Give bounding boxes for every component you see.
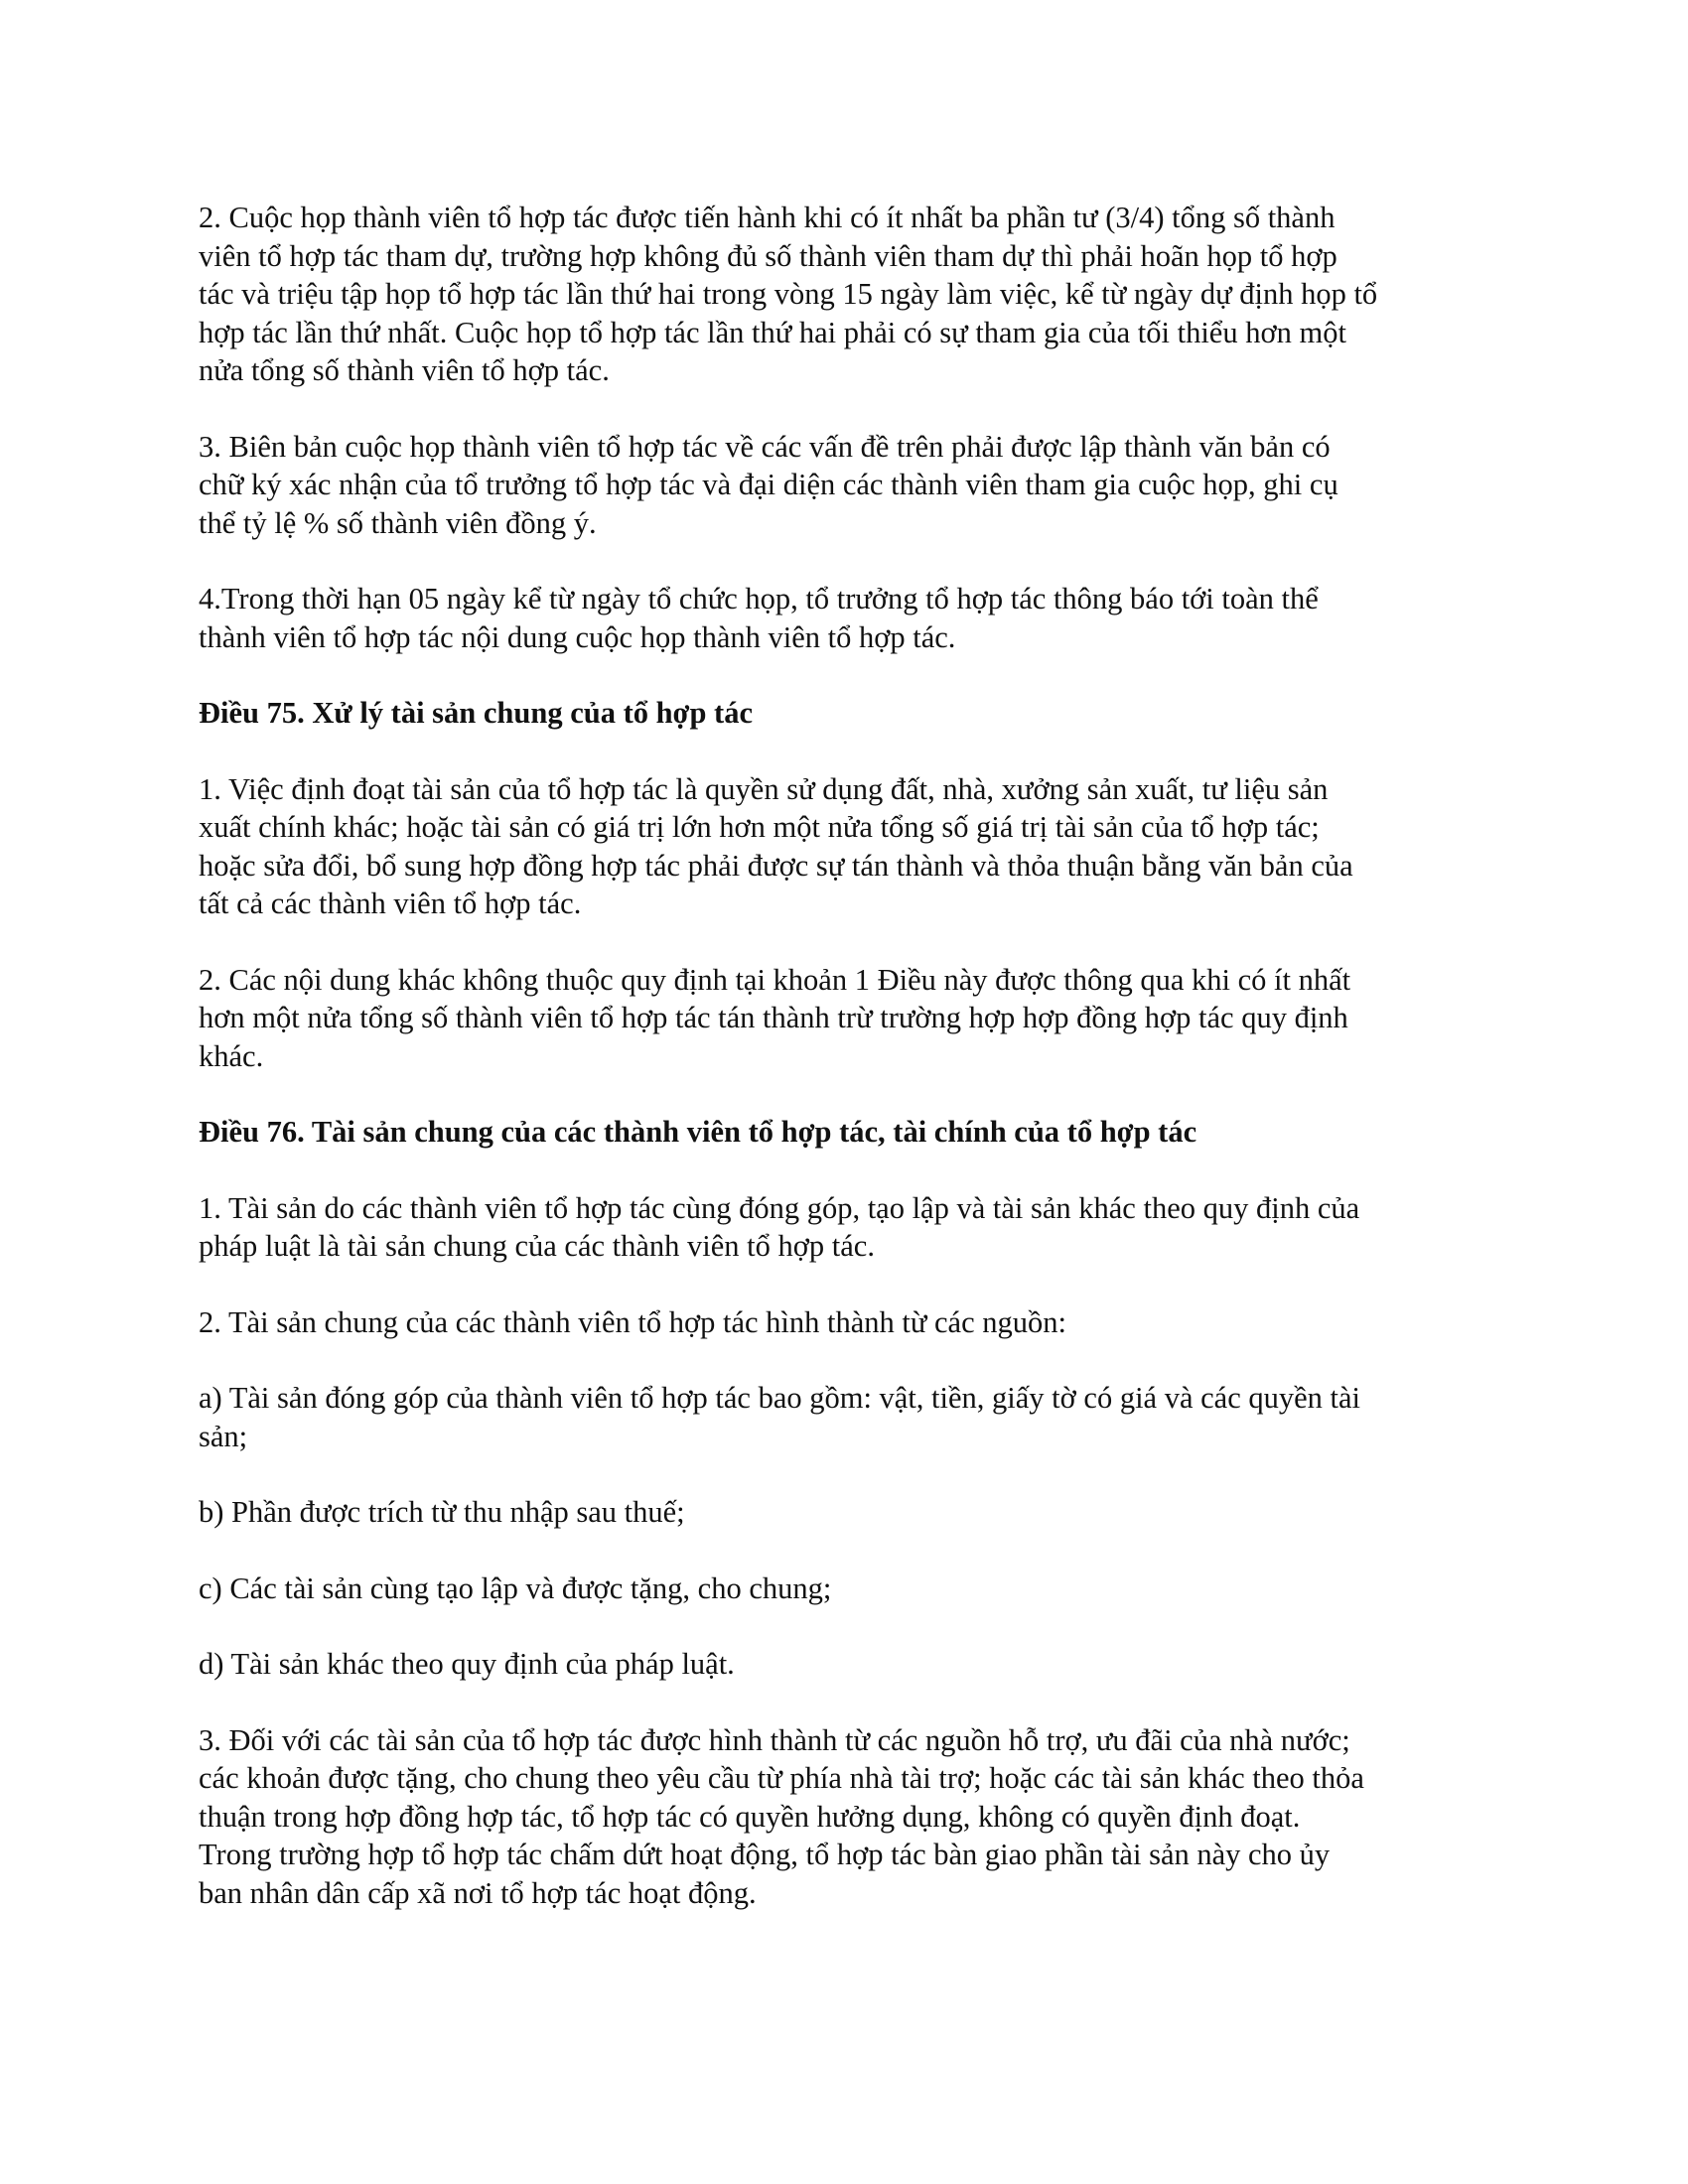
- article-76-clause-1: [199, 1189, 1499, 1266]
- article-76-clause-3: [199, 1721, 1499, 1913]
- text-line: thuận trong hợp đồng hợp tác, tổ hợp tác có quyền hưởng dụng, không có quyền định đoạt.: [199, 1799, 1301, 1834]
- text-line: hơn một nửa tổng số thành viên tổ hợp tác tán thành trừ trường hợp hợp đồng hợp tác quy định: [199, 1001, 1348, 1034]
- text-line: chữ ký xác nhận của tổ trưởng tổ hợp tác và đại diện các thành viên tham gia cuộc họp, ghi cụ: [199, 468, 1338, 501]
- text-line: nửa tổng số thành viên tổ hợp tác.: [199, 353, 610, 387]
- text-line: 2. Tài sản chung của các thành viên tổ hợp tác hình thành từ các nguồn:: [199, 1304, 1066, 1339]
- text-line: pháp luật là tài sản chung của các thành viên tổ hợp tác.: [199, 1229, 875, 1263]
- text-line: tất cả các thành viên tổ hợp tác.: [199, 887, 582, 920]
- text-line: viên tổ hợp tác tham dự, trường hợp không đủ số thành viên tham dự thì phải hoãn họp tổ hợp: [199, 238, 1337, 273]
- text-line: ban nhân dân cấp xã nơi tổ hợp tác hoạt động.: [199, 1875, 757, 1910]
- text-line: 1. Tài sản do các thành viên tổ hợp tác cùng đóng góp, tạo lập và tài sản khác theo quy định của: [199, 1190, 1360, 1225]
- article-75-clause-2: [199, 961, 1499, 1076]
- text-line: các khoản được tặng, cho chung theo yêu cầu từ phía nhà tài trợ; hoặc các tài sản khác theo thỏa: [199, 1761, 1364, 1795]
- text-line: thể tỷ lệ % số thành viên đồng ý.: [199, 505, 597, 540]
- text-line: 3. Biên bản cuộc họp thành viên tổ hợp tác về các vấn đề trên phải được lập thành văn bản có: [199, 429, 1331, 464]
- text-line: 3. Đối với các tài sản của tổ hợp tác được hình thành từ các nguồn hỗ trợ, ưu đãi của nhà nước;: [199, 1722, 1350, 1757]
- text-line: xuất chính khác; hoặc tài sản có giá trị lớn hơn một nửa tổng số giá trị tài sản của tổ hợp tác;: [199, 810, 1320, 844]
- text-line: thành viên tổ hợp tác nội dung cuộc họp thành viên tổ hợp tác.: [199, 619, 956, 654]
- article-76-clause-2-item-a: [199, 1379, 1499, 1455]
- article-76-clause-2-item-b: [199, 1493, 1499, 1532]
- paragraph-3-meeting-minutes: [199, 428, 1499, 543]
- text-line: b) Phần được trích từ thu nhập sau thuế;: [199, 1495, 685, 1529]
- article-75-clause-1: [199, 770, 1499, 923]
- text-line: khác.: [199, 1038, 264, 1073]
- paragraph-2-meeting-quorum: [199, 199, 1499, 390]
- text-line: hợp tác lần thứ nhất. Cuộc họp tổ hợp tác lần thứ hai phải có sự tham gia của tối thiểu hơn một: [199, 315, 1346, 349]
- article-76-clause-2: [199, 1303, 1499, 1342]
- text-line: 2. Cuộc họp thành viên tổ hợp tác được tiến hành khi có ít nhất ba phần tư (3/4) tổng số thành: [199, 201, 1336, 234]
- article-75-heading: Điều 75. Xử lý tài sản chung của tổ hợp tác: [199, 696, 753, 730]
- text-line: d) Tài sản khác theo quy định của pháp luật.: [199, 1647, 735, 1681]
- text-line: hoặc sửa đổi, bổ sung hợp đồng hợp tác phải được sự tán thành và thỏa thuận bằng văn bản của: [199, 848, 1353, 883]
- document-page: [199, 199, 1499, 1950]
- article-76-heading: Điều 76. Tài sản chung của các thành viên tổ hợp tác, tài chính của tổ hợp tác: [199, 1115, 1197, 1149]
- text-line: tác và triệu tập họp tổ hợp tác lần thứ hai trong vòng 15 ngày làm việc, kể từ ngày dự định họp tổ: [199, 277, 1378, 311]
- text-line: 2. Các nội dung khác không thuộc quy định tại khoản 1 Điều này được thông qua khi có ít nhất: [199, 962, 1351, 997]
- text-line: 1. Việc định đoạt tài sản của tổ hợp tác là quyền sử dụng đất, nhà, xưởng sản xuất, tư liệu sản: [199, 771, 1329, 806]
- text-line: c) Các tài sản cùng tạo lập và được tặng, cho chung;: [199, 1570, 832, 1605]
- text-line: 4.Trong thời hạn 05 ngày kể từ ngày tổ chức họp, tổ trưởng tổ hợp tác thông báo tới toàn thể: [199, 582, 1319, 615]
- text-line: sản;: [199, 1419, 248, 1453]
- paragraph-4-notification: [199, 580, 1499, 656]
- text-line: a) Tài sản đóng góp của thành viên tổ hợp tác bao gồm: vật, tiền, giấy tờ có giá và các quyền tài: [199, 1381, 1361, 1415]
- article-76-clause-2-item-d: [199, 1645, 1499, 1684]
- text-line: Trong trường hợp tổ hợp tác chấm dứt hoạt động, tổ hợp tác bàn giao phần tài sản này cho ủy: [199, 1838, 1331, 1871]
- article-76-clause-2-item-c: [199, 1570, 1499, 1608]
